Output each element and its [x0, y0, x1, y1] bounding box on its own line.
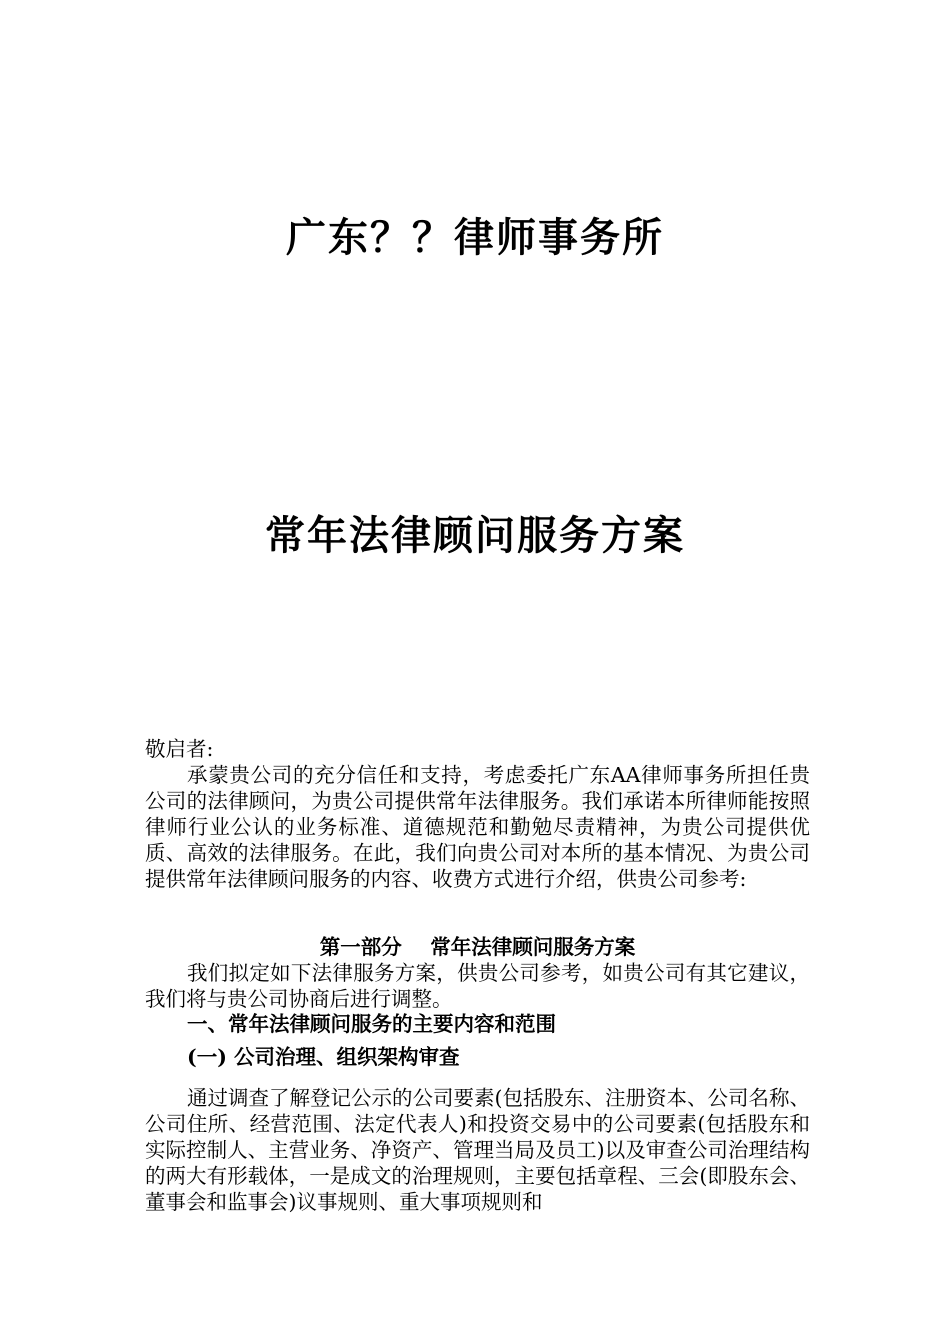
part-one-intro-paragraph: 我们拟定如下法律服务方案，供贵公司参考，如贵公司有其它建议，我们将与贵公司协商后进行调整。 [145, 961, 810, 1011]
intro-paragraph: 承蒙贵公司的充分信任和支持，考虑委托广东AA律师事务所担任贵公司的法律顾问，为贵公司提供常年法律服务。我们承诺本所律师能按照律师行业公认的业务标准、道德规范和勤勉尽责精神，为贵公司提供优质、高效的法律服务。在此，我们向贵公司对本所的基本情况、为贵公司提供常年法律顾问服务的内容、收费方式进行介绍，供贵公司参考: [145, 763, 810, 891]
firm-name: 广东？？律师事务所 [286, 214, 664, 261]
subsection-one-paragraph: 通过调查了解登记公示的公司要素(包括股东、注册资本、公司名称、公司住所、经营范围、法定代表人)和投资交易中的公司要素(包括股东和实际控制人、主营业务、净资产、管理当局及员工)以及审查公司治理结构的两大有形载体，一是成文的治理规则，主要包括章程、三会(即股东会、董事会和监事会)议事规则、重大事项规则和 [145, 1086, 810, 1214]
part-one-heading: 第一部分 常年法律顾问服务方案 [319, 935, 636, 959]
subsection-one-heading: (一) 公司治理、组织架构审查 [187, 1045, 460, 1069]
section-one-heading: 一、常年法律顾问服务的主要内容和范围 [187, 1012, 556, 1036]
document-title: 常年法律顾问服务方案 [265, 512, 685, 559]
salutation: 敬启者: [145, 737, 214, 761]
